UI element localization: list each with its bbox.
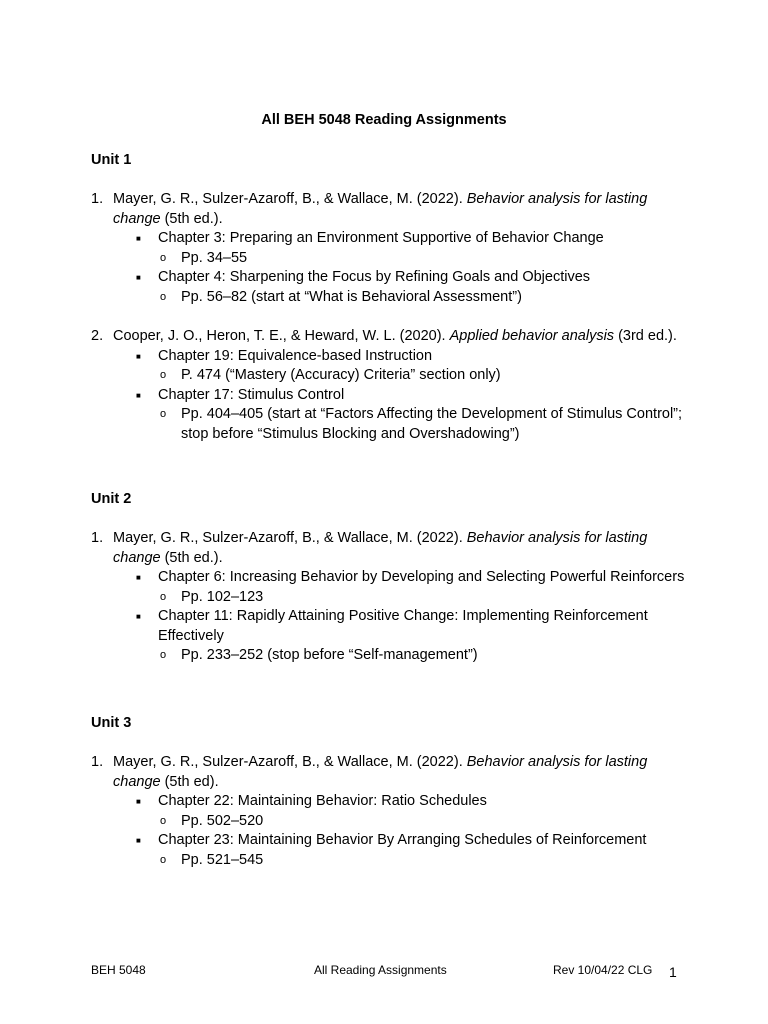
page-range-text: Pp. 404–405 (start at “Factors Affecting the Development of Stimulus Control”; stop before “Stimulus Blocking and Overshadowing”) bbox=[181, 406, 683, 442]
circle-bullet-icon: o bbox=[160, 290, 167, 303]
reference-book-title: Behavior analysis for lasting change bbox=[113, 191, 648, 227]
circle-bullet-icon: o bbox=[160, 814, 167, 827]
reference-item bbox=[91, 190, 691, 307]
unit-section bbox=[91, 151, 691, 464]
page-range bbox=[113, 366, 691, 386]
unit-heading: Unit 1 bbox=[91, 152, 132, 168]
chapter-item bbox=[113, 386, 691, 406]
footer-course: BEH 5048 bbox=[91, 963, 146, 977]
reference-edition: (5th ed). bbox=[160, 773, 219, 790]
page-range bbox=[113, 405, 691, 444]
square-bullet-icon: ■ bbox=[136, 351, 141, 361]
page-range-text: Pp. 502–520 bbox=[181, 812, 264, 829]
chapter-item bbox=[113, 347, 691, 367]
square-bullet-icon: ■ bbox=[136, 836, 141, 845]
reference-edition: (5th ed.). bbox=[160, 210, 223, 227]
reference-number: 2. bbox=[91, 328, 104, 344]
chapter-label: Chapter 4: Sharpening the Focus by Refining Goals and Objectives bbox=[158, 269, 591, 285]
reference-citation bbox=[113, 327, 691, 347]
chapter-item bbox=[113, 831, 691, 851]
chapter-label: Chapter 3: Preparing an Environment Supportive of Behavior Change bbox=[158, 230, 604, 246]
reference-authors: Cooper, J. O., Heron, T. E., & Heward, W. L. (2020). bbox=[113, 328, 450, 344]
reference-book-title: Behavior analysis for lasting change bbox=[113, 530, 648, 566]
page-range bbox=[113, 288, 691, 308]
circle-bullet-icon: o bbox=[160, 369, 167, 381]
reference-number: 1. bbox=[91, 191, 104, 207]
unit-heading: Unit 2 bbox=[91, 491, 132, 507]
unit-heading: Unit 3 bbox=[91, 715, 132, 731]
unit-section bbox=[91, 714, 691, 890]
unit-section bbox=[91, 490, 691, 686]
chapter-label: Chapter 23: Maintaining Behavior By Arranging Schedules of Reinforcement bbox=[158, 832, 647, 848]
page-number: 1 bbox=[669, 964, 677, 980]
reference-item bbox=[91, 753, 691, 870]
reference-authors: Mayer, G. R., Sulzer-Azaroff, B., & Wallace, M. (2022). bbox=[113, 191, 467, 207]
circle-bullet-icon: o bbox=[160, 853, 167, 866]
reference-item bbox=[91, 529, 691, 666]
reference-book-title: Behavior analysis for lasting change bbox=[113, 754, 648, 790]
reference-citation bbox=[113, 190, 691, 229]
reference-number: 1. bbox=[91, 754, 104, 770]
reference-book-title: Applied behavior analysis bbox=[449, 328, 615, 344]
page-range-text: Pp. 521–545 bbox=[181, 851, 264, 868]
page-range-text: P. 474 (“Mastery (Accuracy) Criteria” section only) bbox=[181, 367, 501, 383]
chapter-item bbox=[113, 268, 691, 288]
chapter-item bbox=[113, 229, 691, 249]
reference-citation bbox=[113, 529, 691, 568]
square-bullet-icon: ■ bbox=[136, 390, 141, 400]
reference-citation bbox=[113, 753, 691, 792]
reference-number: 1. bbox=[91, 530, 104, 546]
circle-bullet-icon: o bbox=[160, 649, 167, 661]
square-bullet-icon: ■ bbox=[136, 234, 141, 243]
square-bullet-icon: ■ bbox=[136, 612, 141, 621]
circle-bullet-icon: o bbox=[160, 590, 167, 603]
reference-edition: (3rd ed.). bbox=[614, 328, 677, 344]
reference-authors: Mayer, G. R., Sulzer-Azaroff, B., & Wallace, M. (2022). bbox=[113, 754, 467, 770]
reference-item bbox=[91, 327, 691, 444]
square-bullet-icon: ■ bbox=[136, 573, 141, 582]
chapter-item bbox=[113, 792, 691, 812]
chapter-label: Chapter 11: Rapidly Attaining Positive Change: Implementing Reinforcement Effectively bbox=[158, 608, 648, 644]
square-bullet-icon: ■ bbox=[136, 797, 141, 806]
chapter-label: Chapter 17: Stimulus Control bbox=[158, 386, 345, 403]
page-range bbox=[113, 812, 691, 832]
reference-authors: Mayer, G. R., Sulzer-Azaroff, B., & Wallace, M. (2022). bbox=[113, 530, 467, 546]
footer-revision: Rev 10/04/22 CLG bbox=[553, 963, 653, 977]
page-range-text: Pp. 56–82 (start at “What is Behavioral Assessment”) bbox=[181, 288, 522, 305]
reference-edition: (5th ed.). bbox=[160, 549, 223, 566]
page-range bbox=[113, 249, 691, 269]
chapter-label: Chapter 19: Equivalence-based Instruction bbox=[158, 347, 433, 364]
page-range-text: Pp. 102–123 bbox=[181, 588, 264, 605]
chapter-label: Chapter 6: Increasing Behavior by Developing and Selecting Powerful Reinforcers bbox=[158, 569, 685, 585]
square-bullet-icon: ■ bbox=[136, 273, 141, 282]
page-range-text: Pp. 34–55 bbox=[181, 249, 248, 266]
page-range bbox=[113, 588, 691, 608]
page-range bbox=[113, 851, 691, 871]
chapter-item bbox=[113, 568, 691, 588]
chapter-label: Chapter 22: Maintaining Behavior: Ratio Schedules bbox=[158, 793, 487, 809]
page-range bbox=[113, 646, 691, 666]
page-range-text: Pp. 233–252 (stop before “Self-management”) bbox=[181, 647, 478, 663]
circle-bullet-icon: o bbox=[160, 408, 167, 420]
footer-center-title: All Reading Assignments bbox=[314, 963, 447, 977]
circle-bullet-icon: o bbox=[160, 251, 167, 264]
document-title: All BEH 5048 Reading Assignments bbox=[261, 112, 507, 128]
chapter-item bbox=[113, 607, 691, 646]
